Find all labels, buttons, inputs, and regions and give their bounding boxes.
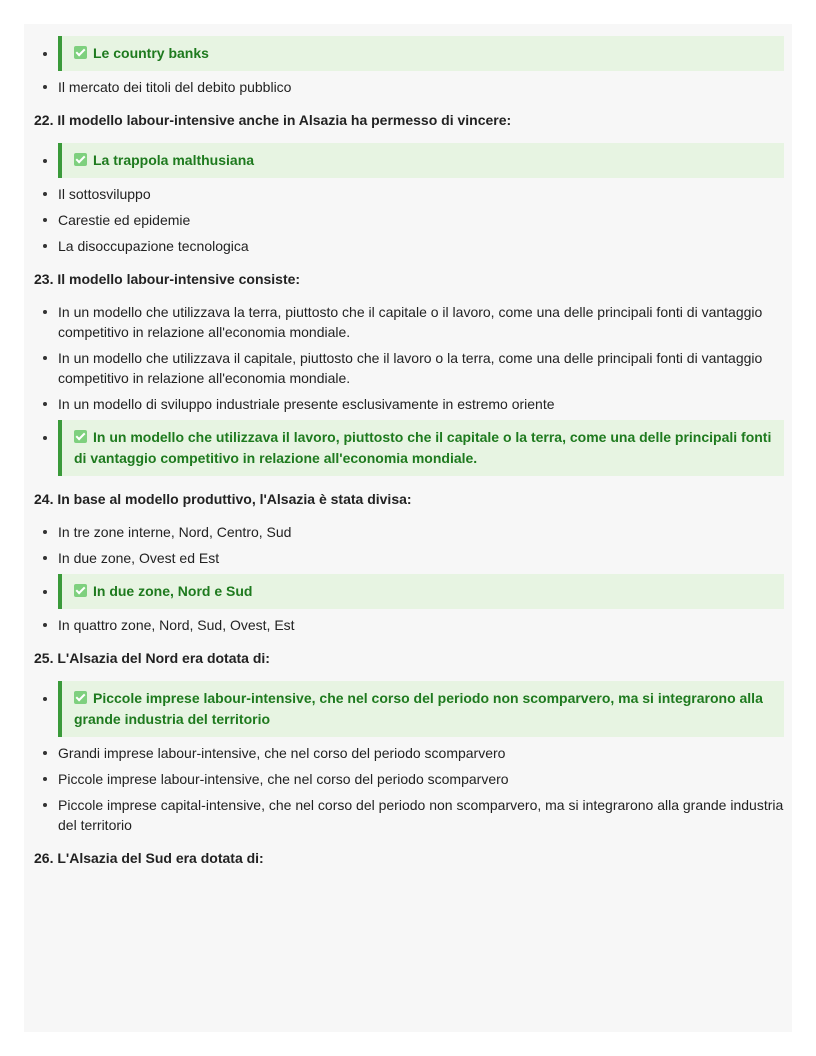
answer-text: Piccole imprese labour-intensive, che nel corso del periodo non scomparvero, ma si integrarono alla grande industria del territorio xyxy=(74,690,763,727)
check-box-icon xyxy=(74,691,87,704)
correct-answer xyxy=(34,143,784,178)
correct-answer xyxy=(34,420,784,476)
answer-list xyxy=(34,681,784,835)
quiz-page xyxy=(24,24,792,1032)
answer-text: Il mercato dei titoli del debito pubblico xyxy=(58,79,292,95)
answer-item xyxy=(34,184,784,204)
answer-list xyxy=(34,522,784,635)
question-title: 26. L'Alsazia del Sud era dotata di: xyxy=(34,850,264,866)
answer-list xyxy=(34,143,784,256)
question-title: 23. Il modello labour-intensive consiste: xyxy=(34,271,301,287)
answer-item xyxy=(34,769,784,789)
answer-text: La disoccupazione tecnologica xyxy=(58,238,249,254)
question-title: 24. In base al modello produttivo, l'Alsazia è stata divisa: xyxy=(34,491,412,507)
check-box-icon xyxy=(74,584,87,597)
answer-text: In quattro zone, Nord, Sud, Ovest, Est xyxy=(58,617,295,633)
answer-text: Piccole imprese labour-intensive, che nel corso del periodo scomparvero xyxy=(58,771,509,787)
answer-text: In un modello che utilizzava la terra, piuttosto che il capitale o il lavoro, come una delle principali fonti di vantaggio competitivo in relazione all'economia mondiale. xyxy=(58,304,763,340)
answer-text: Carestie ed epidemie xyxy=(58,212,191,228)
answer-item xyxy=(34,743,784,763)
answer-item xyxy=(34,302,784,342)
question-title: 25. L'Alsazia del Nord era dotata di: xyxy=(34,650,270,666)
answer-item xyxy=(34,795,784,835)
answer-item xyxy=(34,615,784,635)
answer-text: In un modello che utilizzava il lavoro, piuttosto che il capitale o la terra, come una delle principali fonti di vantaggio competitivo in relazione all'economia mondiale. xyxy=(74,429,772,466)
check-box-icon xyxy=(74,430,87,443)
answer-text: In un modello di sviluppo industriale presente esclusivamente in estremo oriente xyxy=(58,396,555,412)
question-title: 22. Il modello labour-intensive anche in Alsazia ha permesso di vincere: xyxy=(34,112,512,128)
answer-item xyxy=(34,236,784,256)
correct-answer-box xyxy=(58,420,784,476)
check-box-icon xyxy=(74,153,87,166)
correct-answer-box xyxy=(58,681,784,737)
answer-list xyxy=(34,36,784,97)
correct-answer xyxy=(34,36,784,71)
answer-text: In due zone, Ovest ed Est xyxy=(58,550,220,566)
answer-item xyxy=(34,77,784,97)
correct-answer xyxy=(34,574,784,609)
answer-text: In un modello che utilizzava il capitale, piuttosto che il lavoro o la terra, come una delle principali fonti di vantaggio competitivo in relazione all'economia mondiale. xyxy=(58,350,763,386)
answer-item xyxy=(34,210,784,230)
correct-answer-box xyxy=(58,143,784,178)
answer-item xyxy=(34,394,784,414)
answer-text: In due zone, Nord e Sud xyxy=(93,583,253,599)
answer-item xyxy=(34,522,784,542)
correct-answer xyxy=(34,681,784,737)
check-box-icon xyxy=(74,46,87,59)
answer-item xyxy=(34,548,784,568)
correct-answer-box xyxy=(58,36,784,71)
answer-text: Il sottosviluppo xyxy=(58,186,151,202)
correct-answer-box xyxy=(58,574,784,609)
answer-list xyxy=(34,302,784,476)
answer-text: La trappola malthusiana xyxy=(93,152,255,168)
answer-text: Piccole imprese capital-intensive, che nel corso del periodo non scomparvero, ma si integrarono alla grande industria del territorio xyxy=(58,797,784,833)
answer-text: In tre zone interne, Nord, Centro, Sud xyxy=(58,524,292,540)
answer-item xyxy=(34,348,784,388)
answer-text: Grandi imprese labour-intensive, che nel corso del periodo scomparvero xyxy=(58,745,506,761)
answer-text: Le country banks xyxy=(93,45,209,61)
